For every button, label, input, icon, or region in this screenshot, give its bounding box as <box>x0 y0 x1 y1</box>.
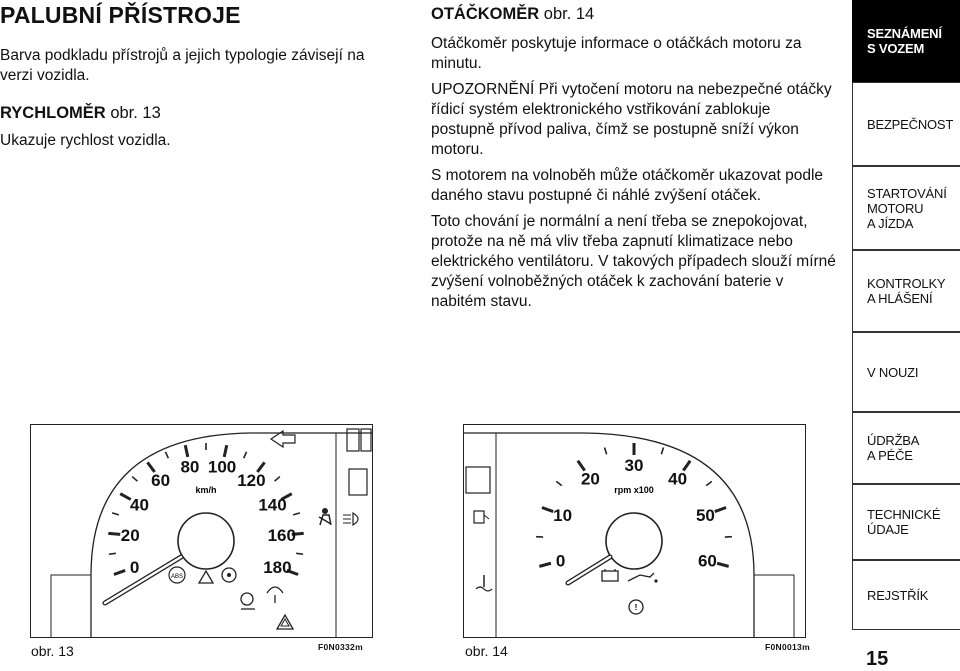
dial-minor-tick <box>244 452 247 458</box>
page-number: 15 <box>866 648 889 670</box>
dial-minor-tick <box>132 477 137 482</box>
airbag-icon <box>241 593 255 609</box>
dial-scale-label: 40 <box>129 495 149 515</box>
figure-14-caption: obr. 14 <box>465 643 508 659</box>
coolant-icon <box>476 575 492 591</box>
dial-scale-label: 30 <box>624 456 644 475</box>
dial-unit-label: km/h <box>195 485 217 495</box>
steering-icon <box>222 568 236 582</box>
dial-minor-tick <box>661 448 663 455</box>
clock-display <box>466 467 490 493</box>
dial-major-tick <box>114 570 125 574</box>
trip-display <box>349 469 367 495</box>
hazard-icon <box>277 615 293 629</box>
intro-text: Barva podkladu přístrojů a jejich typologie závisejí na verzi vozidla. <box>0 47 365 84</box>
brake-icon <box>629 600 643 614</box>
tachometer-paragraph-2: UPOZORNĚNÍ Při vytočení motoru na nebezpečné otáčky řídicí systém elektronického vstřikování zablokuje postupně přívod paliva, čímž se postupně sníží výkon motoru. <box>431 81 832 158</box>
dial-scale-label: 100 <box>207 457 237 477</box>
svg-text:!: ! <box>634 603 638 612</box>
tachometer-paragraph-1: Otáčkoměr poskytuje informace o otáčkách motoru za minutu. <box>431 35 802 72</box>
dial-scale-label: 160 <box>267 526 296 546</box>
chapter-sidebar <box>852 0 960 671</box>
dial-scale-label: 180 <box>263 557 292 577</box>
sidebar-tab-2[interactable]: STARTOVÁNÍ MOTORU A JÍZDA <box>852 166 960 250</box>
dial-major-tick <box>539 563 551 566</box>
tachometer-hub <box>606 513 662 569</box>
fog-light-icon <box>343 513 358 525</box>
dial-scale-label: 140 <box>258 495 287 515</box>
figure-14-code: F0N0013m <box>765 642 810 652</box>
sidebar-tab-1[interactable]: BEZPEČNOST <box>852 82 960 166</box>
sidebar-tab-7[interactable]: REJSTŘÍK <box>852 560 960 630</box>
speedometer-text: Ukazuje rychlost vozidla. <box>0 132 171 149</box>
sidebar-tab-4[interactable]: V NOUZI <box>852 332 960 412</box>
dial-minor-tick <box>112 513 119 515</box>
dial-minor-tick <box>605 448 607 455</box>
page-title: PALUBNÍ PŘÍSTROJE <box>0 2 241 28</box>
dial-scale-label: 60 <box>697 551 717 571</box>
dial-minor-tick <box>275 477 280 482</box>
tachometer-needle-inner <box>568 557 610 583</box>
dial-scale-label: 50 <box>695 506 715 526</box>
dial-major-tick <box>108 533 120 534</box>
dial-major-tick <box>715 507 726 511</box>
dial-minor-tick <box>109 553 116 554</box>
dial-major-tick <box>185 445 188 457</box>
dial-scale-label: 0 <box>555 551 566 571</box>
speedometer-illustration <box>31 425 372 637</box>
dial-minor-tick <box>165 452 168 458</box>
dial-scale-label: 10 <box>553 506 573 526</box>
figure-13-speedometer <box>30 424 373 638</box>
tachometer-paragraph-4: Toto chování je normální a není třeba se znepokojovat, protože na ně má vliv třeba zapnutí klimatizace nebo elektrického ventilátoru. V takových případech slouží mírné zvýšení volnoběžných otáček k zachování baterie v nabitém stavu. <box>431 213 836 310</box>
dial-major-tick <box>224 445 227 457</box>
dial-scale-label: 20 <box>120 526 140 546</box>
tachometer-heading-label: OTÁČKOMĚR <box>431 5 540 23</box>
dial-minor-tick <box>706 481 712 485</box>
dial-unit-label: rpm x100 <box>614 485 654 495</box>
speedometer-heading <box>0 104 161 123</box>
sidebar-tab-5[interactable]: ÚDRŽBA A PÉČE <box>852 412 960 484</box>
figure-13-caption: obr. 13 <box>31 643 74 659</box>
dial-scale-label: 60 <box>151 471 171 491</box>
svg-text:ABS: ABS <box>170 574 184 580</box>
glow-plug-icon <box>267 587 283 603</box>
sidebar-tab-3[interactable]: KONTROLKY A HLÁŠENÍ <box>852 250 960 332</box>
dial-major-tick <box>717 563 729 566</box>
figure-14-tachometer <box>463 424 806 638</box>
dial-minor-tick <box>556 481 562 485</box>
dial-scale-label: 20 <box>580 469 600 489</box>
sidebar-tab-0[interactable]: SEZNÁMENÍ S VOZEM <box>852 0 960 82</box>
speedometer-ref: obr. 13 <box>110 104 161 122</box>
sidebar-tab-6[interactable]: TECHNICKÉ ÚDAJE <box>852 484 960 560</box>
tachometer-illustration <box>464 425 805 637</box>
warning-triangle-icon <box>199 571 213 583</box>
tachometer-heading <box>431 5 594 24</box>
dial-scale-label: 40 <box>668 469 688 489</box>
speedometer-heading-label: RYCHLOMĚR <box>0 104 106 122</box>
oil-icon <box>628 573 658 583</box>
battery-icon <box>602 569 618 581</box>
tachometer-paragraph-3: S motorem na volnoběh může otáčkoměr ukazovat podle daného stavu postupné či náhlé zvýšení otáček. <box>431 167 824 204</box>
speedometer-hub <box>178 513 234 569</box>
dial-scale-label: 120 <box>237 471 266 491</box>
fuel-icon <box>474 511 489 523</box>
figure-13-code: F0N0332m <box>318 642 363 652</box>
odometer-digit-2 <box>361 429 371 451</box>
abs-icon <box>169 567 185 583</box>
odometer-digit-1 <box>347 429 359 451</box>
tachometer-ref: obr. 14 <box>543 5 595 23</box>
dial-minor-tick <box>296 553 303 554</box>
dial-major-tick <box>542 507 553 511</box>
dial-scale-label: 0 <box>129 557 140 577</box>
speedometer-needle-inner <box>105 557 184 603</box>
cluster-outline-left <box>51 575 91 637</box>
cluster-outline-right <box>754 575 794 637</box>
dial-minor-tick <box>293 513 300 515</box>
seatbelt-icon <box>319 508 331 525</box>
dial-scale-label: 80 <box>180 457 200 477</box>
